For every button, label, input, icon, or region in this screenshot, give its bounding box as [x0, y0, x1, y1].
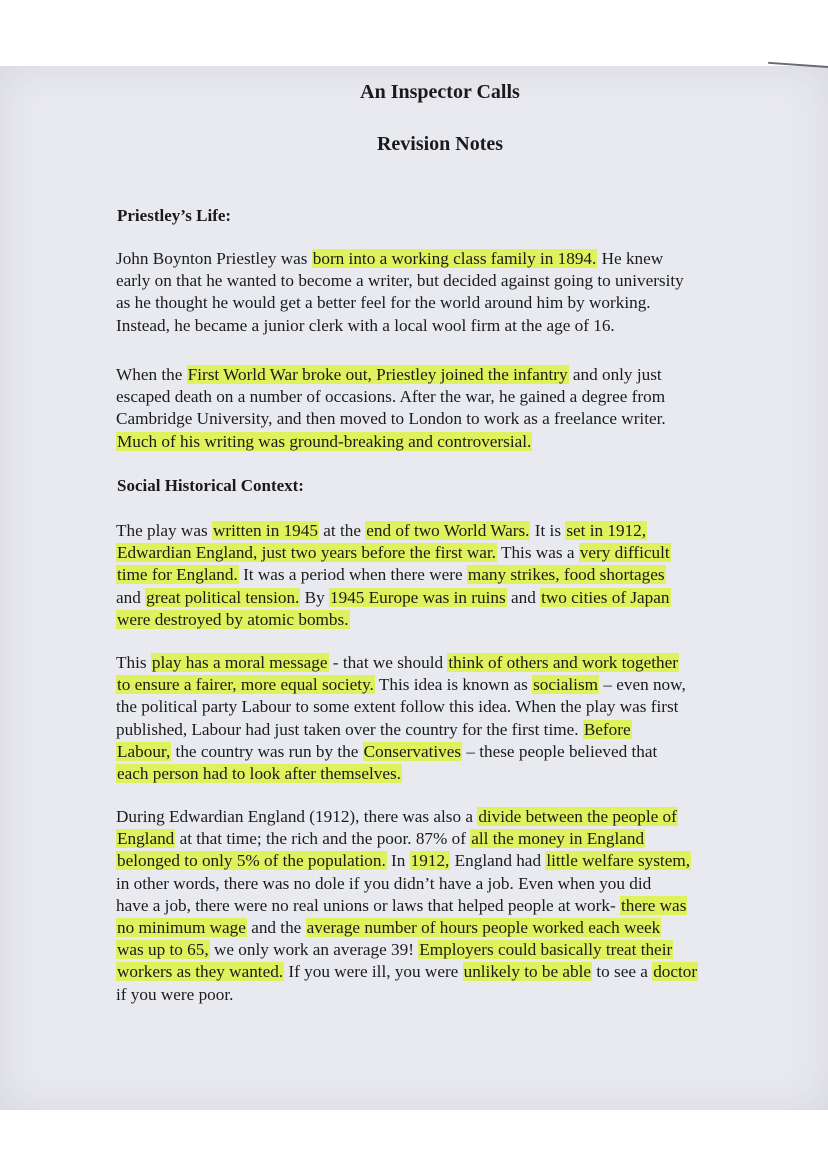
- highlighted-text: many strikes, food shortages: [467, 565, 665, 585]
- text-line: [116, 719, 756, 741]
- document-subtitle: Revision Notes: [376, 133, 504, 155]
- text-span: He knew: [597, 249, 664, 268]
- text-span: at the: [318, 521, 366, 540]
- text-span: published, Labour had just taken over the country for the first time.: [116, 719, 583, 739]
- text-span: escaped death on a number of occasions. After the war, he gained a degree from: [116, 387, 666, 407]
- text-span: This idea is known as: [374, 675, 533, 695]
- text-span: and the: [246, 918, 306, 938]
- text-span: Cambridge University, and then moved to London to work as a freelance writer.: [116, 409, 666, 429]
- text-line: [116, 587, 756, 609]
- text-span: When the: [116, 365, 187, 384]
- text-line: [116, 564, 756, 586]
- text-line: [116, 763, 756, 785]
- text-line: [116, 609, 756, 631]
- text-line: [116, 652, 756, 674]
- text-span: During Edwardian England (1912), there was also a: [116, 807, 478, 826]
- highlighted-text: little welfare system,: [546, 851, 691, 871]
- text-span: in other words, there was no dole if you didn’t have a job. Even when you did: [116, 873, 652, 893]
- highlighted-text: divide between the people of: [478, 807, 677, 826]
- text-span: It is: [530, 521, 566, 540]
- text-line: [116, 873, 756, 895]
- text-span: and only just: [568, 365, 662, 384]
- highlighted-text: to ensure a fairer, more equal society.: [117, 675, 374, 695]
- text-span: The play was: [116, 521, 212, 540]
- section-heading-social-historical-context: Social Historical Context:: [117, 476, 304, 495]
- highlighted-text: Labour,: [117, 741, 171, 761]
- highlighted-text: England: [117, 829, 175, 849]
- highlighted-text: time for England.: [117, 565, 238, 585]
- text-line: [116, 292, 756, 314]
- highlighted-text: born into a working class family in 1894.: [312, 249, 597, 268]
- text-line: [116, 741, 756, 763]
- text-span: By: [300, 587, 329, 607]
- text-line: [116, 674, 756, 696]
- highlighted-text: workers as they wanted.: [117, 962, 284, 982]
- text-line: [116, 315, 756, 337]
- text-span: If you were ill, you were: [284, 962, 463, 982]
- highlighted-text: was up to 65,: [117, 940, 209, 960]
- text-span: and: [506, 587, 541, 607]
- section-heading-priestleys-life: Priestley’s Life:: [117, 206, 232, 225]
- highlighted-text: doctor: [653, 962, 698, 982]
- text-line: [116, 939, 756, 961]
- text-span: Instead, he became a junior clerk with a local wool firm at the age of 16.: [116, 315, 615, 335]
- highlighted-text: there was: [621, 895, 687, 915]
- text-line: [116, 806, 756, 828]
- text-span: as he thought he would get a better feel for the world around him by working.: [116, 293, 651, 313]
- highlighted-text: all the money in England: [471, 829, 645, 849]
- text-span: at that time; the rich and the poor. 87% of: [175, 829, 471, 849]
- text-span: we only work an average 39!: [209, 940, 419, 960]
- text-span: It was a period when there were: [238, 565, 467, 585]
- highlighted-text: 1945 Europe was in ruins: [330, 587, 506, 607]
- paragraph: [116, 806, 756, 1006]
- text-span: In: [386, 851, 410, 871]
- highlighted-text: set in 1912,: [566, 521, 647, 540]
- text-line: [116, 917, 756, 939]
- text-span: – these people believed that: [462, 741, 658, 761]
- text-span: This: [116, 653, 151, 672]
- text-span: if you were poor.: [116, 984, 234, 1004]
- highlighted-text: belonged to only 5% of the population.: [117, 851, 386, 871]
- highlighted-text: end of two World Wars.: [366, 521, 530, 540]
- highlighted-text: Much of his writing was ground-breaking and controversial.: [117, 431, 532, 451]
- text-line: [116, 248, 756, 270]
- text-line: [116, 984, 756, 1006]
- highlighted-text: play has a moral message: [151, 653, 328, 672]
- highlighted-text: unlikely to be able: [463, 962, 592, 982]
- paragraph: [116, 652, 756, 785]
- text-line: [116, 850, 756, 872]
- text-span: early on that he wanted to become a writer, but decided against going to university: [116, 271, 684, 291]
- document-title: An Inspector Calls: [360, 81, 520, 103]
- text-line: [116, 895, 756, 917]
- text-line: [116, 961, 756, 983]
- text-span: the country was run by the: [171, 741, 363, 761]
- highlighted-text: First World War broke out, Priestley joined the infantry: [187, 365, 568, 384]
- text-line: [116, 270, 756, 292]
- text-line: [116, 520, 756, 542]
- highlighted-text: written in 1945: [212, 521, 318, 540]
- text-line: [116, 408, 756, 430]
- text-line: [116, 386, 756, 408]
- text-line: [116, 364, 756, 386]
- highlighted-text: socialism: [533, 675, 599, 695]
- highlighted-text: Before: [583, 719, 631, 739]
- text-span: John Boynton Priestley was: [116, 249, 312, 268]
- paragraph: [116, 520, 756, 631]
- text-span: and: [116, 587, 146, 607]
- text-span: have a job, there were no real unions or laws that helped people at work-: [116, 895, 620, 915]
- highlighted-text: two cities of Japan: [541, 587, 670, 607]
- text-span: – even now,: [599, 675, 686, 695]
- paragraph: [116, 364, 756, 453]
- highlighted-text: very difficult: [579, 543, 670, 563]
- text-span: the political party Labour to some extent follow this idea. When the play was first: [116, 697, 679, 717]
- text-line: [116, 431, 756, 453]
- text-span: - that we should: [328, 653, 448, 672]
- paragraph: [116, 248, 756, 337]
- text-span: to see a: [592, 962, 653, 982]
- highlighted-text: were destroyed by atomic bombs.: [117, 609, 349, 629]
- highlighted-text: each person had to look after themselves.: [117, 764, 401, 784]
- text-line: [116, 542, 756, 564]
- highlighted-text: no minimum wage: [117, 918, 246, 938]
- highlighted-text: great political tension.: [146, 587, 300, 607]
- highlighted-text: 1912,: [410, 851, 450, 871]
- highlighted-text: think of others and work together: [448, 653, 678, 672]
- text-line: [116, 828, 756, 850]
- highlighted-text: average number of hours people worked each week: [306, 918, 661, 938]
- text-span: England had: [450, 851, 546, 871]
- text-span: This was a: [496, 543, 579, 563]
- highlighted-text: Conservatives: [363, 741, 462, 761]
- highlighted-text: Employers could basically treat their: [419, 940, 673, 960]
- highlighted-text: Edwardian England, just two years before the first war.: [117, 543, 496, 563]
- text-line: [116, 696, 756, 718]
